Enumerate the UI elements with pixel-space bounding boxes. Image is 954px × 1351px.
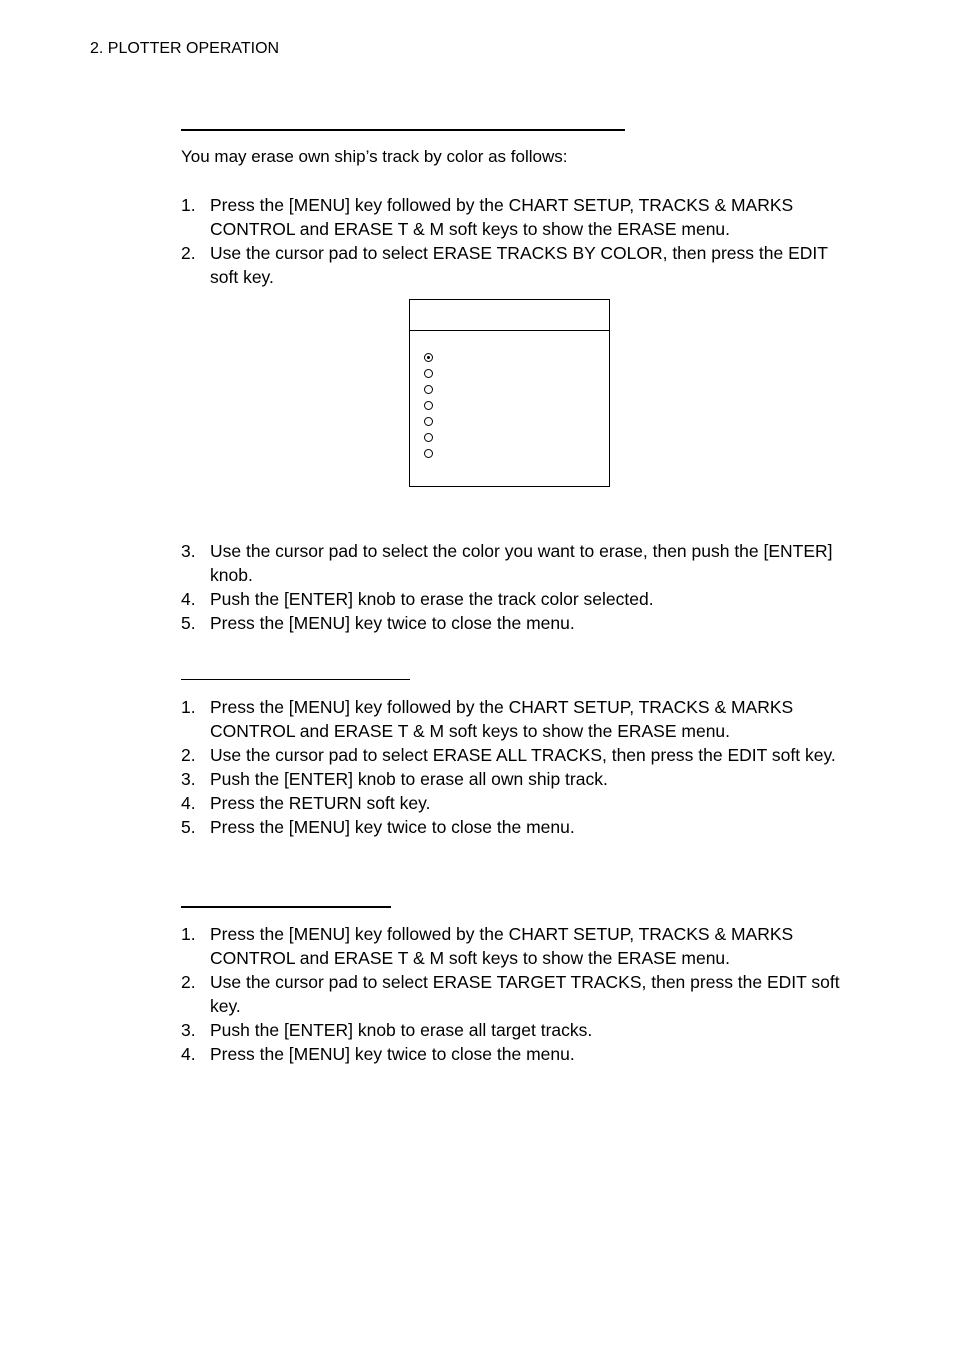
- step-text: Use the cursor pad to select ERASE ALL TRACKS, then press the EDIT soft key.: [210, 745, 836, 765]
- section-heading-rule: [181, 129, 625, 131]
- radio-option: [424, 417, 433, 426]
- step-text: Use the cursor pad to select the color you want to erase, then push the [ENTER] knob.: [210, 541, 833, 585]
- page-header: 2. PLOTTER OPERATION: [90, 40, 280, 57]
- step-number: 3.: [181, 769, 196, 789]
- step-text: Press the RETURN soft key.: [210, 793, 431, 813]
- step-text: Press the [MENU] key followed by the CHART SETUP, TRACKS & MARKS CONTROL and ERASE T & M soft keys to show the ERASE menu.: [210, 195, 794, 239]
- step-number: 1.: [181, 924, 196, 944]
- step-item: [181, 539, 841, 587]
- step-number: 3.: [181, 1020, 196, 1040]
- step-number: 2.: [181, 243, 196, 263]
- step-text: Use the cursor pad to select ERASE TARGET TRACKS, then press the EDIT soft key.: [210, 972, 840, 1016]
- step-item: [181, 1018, 846, 1042]
- step-item: [181, 767, 846, 791]
- step-item: [181, 922, 846, 970]
- step-text: Push the [ENTER] knob to erase all target tracks.: [210, 1020, 593, 1040]
- radio-option: [424, 385, 433, 394]
- menu-title-bar: [410, 300, 609, 331]
- step-item: [181, 970, 846, 1018]
- step-number: 4.: [181, 1044, 196, 1064]
- step-text: Press the [MENU] key twice to close the menu.: [210, 817, 575, 837]
- radio-option: [424, 369, 433, 378]
- step-number: 1.: [181, 697, 196, 717]
- step-text: Push the [ENTER] knob to erase all own ship track.: [210, 769, 608, 789]
- step-item: [181, 815, 846, 839]
- step-item: [181, 1042, 846, 1066]
- step-number: 4.: [181, 589, 196, 609]
- step-text: Push the [ENTER] knob to erase the track color selected.: [210, 589, 654, 609]
- radio-option: [424, 401, 433, 410]
- steps-list-erase-all: [181, 695, 846, 839]
- step-text: Press the [MENU] key twice to close the menu.: [210, 1044, 575, 1064]
- section-heading-rule: [181, 679, 410, 680]
- step-text: Press the [MENU] key followed by the CHART SETUP, TRACKS & MARKS CONTROL and ERASE T & M soft keys to show the ERASE menu.: [210, 924, 794, 968]
- step-item: [181, 695, 846, 743]
- color-radio-list: [424, 353, 433, 465]
- step-number: 4.: [181, 793, 196, 813]
- step-item: [181, 743, 846, 767]
- step-number: 3.: [181, 541, 196, 561]
- step-item: [181, 791, 846, 815]
- step-number: 2.: [181, 972, 196, 992]
- step-number: 2.: [181, 745, 196, 765]
- step-item: [181, 193, 841, 241]
- steps-list-erase-target: [181, 922, 846, 1066]
- step-number: 5.: [181, 817, 196, 837]
- step-item: [181, 587, 841, 611]
- radio-option: [424, 353, 433, 362]
- step-item: [181, 241, 841, 289]
- step-text: Use the cursor pad to select ERASE TRACKS BY COLOR, then press the EDIT soft key.: [210, 243, 828, 287]
- step-number: 5.: [181, 613, 196, 633]
- step-text: Press the [MENU] key followed by the CHART SETUP, TRACKS & MARKS CONTROL and ERASE T & M soft keys to show the ERASE menu.: [210, 697, 794, 741]
- radio-option: [424, 433, 433, 442]
- radio-option: [424, 449, 433, 458]
- erase-color-menu-figure: [409, 299, 610, 487]
- steps-list-color-before: [181, 193, 841, 289]
- steps-list-color-after: [181, 539, 841, 635]
- step-text: Press the [MENU] key twice to close the menu.: [210, 613, 575, 633]
- section-heading-rule: [181, 906, 391, 908]
- section-intro: You may erase own ship’s track by color as follows:: [181, 147, 568, 166]
- step-number: 1.: [181, 195, 196, 215]
- step-item: [181, 611, 841, 635]
